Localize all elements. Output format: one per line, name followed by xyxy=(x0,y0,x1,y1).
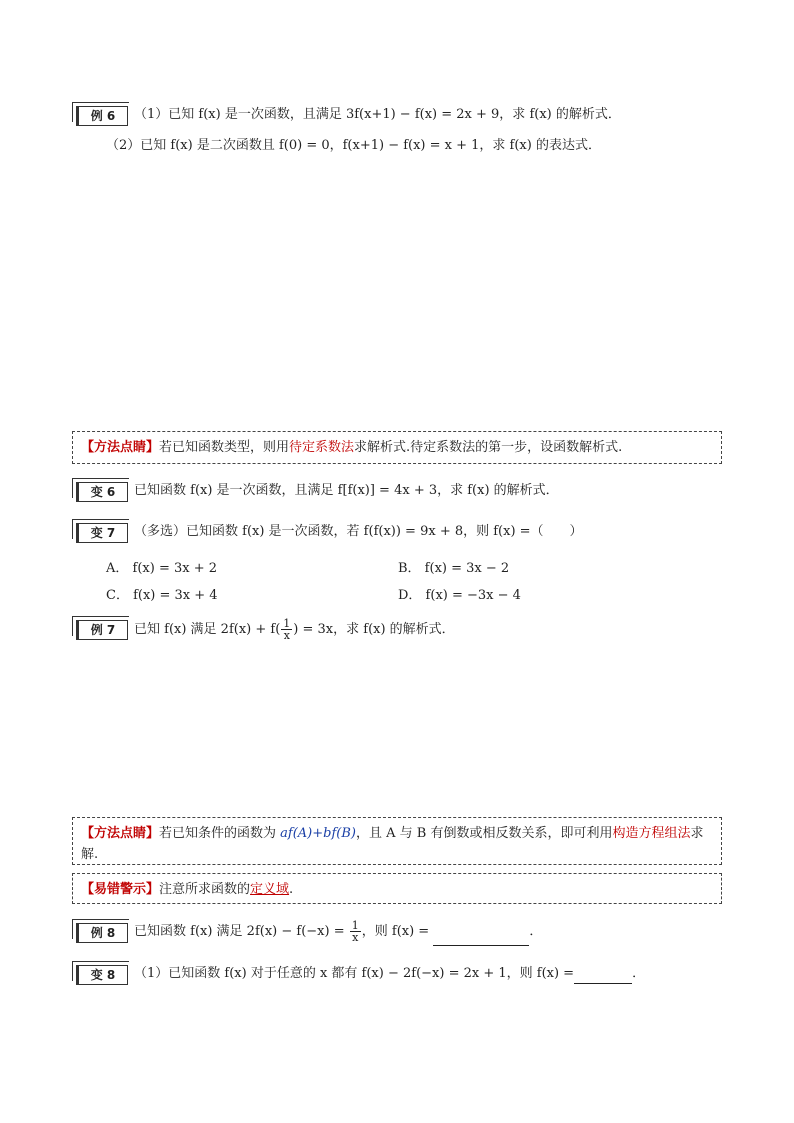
variant-7-tag: 变 7 xyxy=(76,523,128,543)
answer-blank[interactable] xyxy=(433,931,529,946)
example-8-text xyxy=(134,918,542,946)
variant-6-text: 已知函数 f(x) 是一次函数，且满足 f[f(x)] = 4x + 3，求 f(x) 的解析式． xyxy=(134,483,559,498)
warning-text-b: . xyxy=(289,882,294,897)
warning-label: 【易错警示】 xyxy=(81,882,160,897)
answer-blank[interactable] xyxy=(574,969,632,984)
example-7-tag: 例 7 xyxy=(76,620,128,640)
method-tip-text-c: 求解. xyxy=(81,826,704,862)
example-6-tag: 例 6 xyxy=(76,106,128,126)
fraction-numerator: 1 xyxy=(351,919,359,932)
fraction-denominator: x xyxy=(283,629,290,642)
fraction-one-over-x xyxy=(281,618,292,641)
option-b[interactable]: B． f(x) = 3x − 2 xyxy=(398,561,510,576)
method-tip-text-b: ，且 A 与 B 有倒数或相反数关系，即可利用 xyxy=(355,826,613,841)
variant-8-text-b: ． xyxy=(632,966,646,981)
method-tip-label: 【方法点睛】 xyxy=(81,826,160,841)
method-tip-highlight: 待定系数法 xyxy=(289,440,355,455)
example-8-text-b: ，则 f(x) = xyxy=(361,924,430,939)
example-7-text-a: 已知 f(x) 满足 2f(x) + f( xyxy=(134,622,281,637)
method-tip-box-2 xyxy=(72,817,722,865)
example-6-part1: （1）已知 f(x) 是一次函数，且满足 3f(x+1) − f(x) = 2x + 9，求 f(x) 的解析式． xyxy=(134,107,621,122)
method-tip-label: 【方法点睛】 xyxy=(81,440,160,455)
example-7-text xyxy=(134,616,455,644)
method-tip-text-b: 求解析式.待定系数法的第一步，设函数解析式. xyxy=(354,440,623,455)
option-a[interactable]: A． f(x) = 3x + 2 xyxy=(106,561,217,576)
fraction-numerator: 1 xyxy=(283,617,291,630)
fraction-denominator: x xyxy=(352,931,359,944)
example-8-tag: 例 8 xyxy=(76,923,128,943)
method-tip-box-1 xyxy=(72,431,722,464)
method-tip-formula: af(A)+bf(B) xyxy=(280,826,356,841)
example-7-text-b: ) = 3x，求 f(x) 的解析式． xyxy=(293,622,455,637)
example-6-part2: （2）已知 f(x) 是二次函数且 f(0) = 0，f(x+1) − f(x) = x + 1，求 f(x) 的表达式． xyxy=(106,138,601,153)
option-d[interactable]: D． f(x) = −3x − 4 xyxy=(398,588,521,603)
variant-8-text xyxy=(134,964,645,984)
variant-8-text-a: （1）已知函数 f(x) 对于任意的 x 都有 f(x) − 2f(−x) = 2x + 1，则 f(x) = xyxy=(134,966,575,981)
method-tip-text-a: 若已知函数类型，则用 xyxy=(159,440,290,455)
method-tip-text-a: 若已知条件的函数为 xyxy=(159,826,281,841)
warning-box xyxy=(72,873,722,904)
variant-8-tag: 变 8 xyxy=(76,965,128,985)
example-8-text-c: ． xyxy=(529,924,543,939)
method-tip-highlight: 构造方程组法 xyxy=(612,826,691,841)
fraction-one-over-x xyxy=(350,920,361,943)
option-c[interactable]: C． f(x) = 3x + 4 xyxy=(106,588,218,603)
warning-highlight: 定义域 xyxy=(250,882,290,897)
variant-7-text: （多选）已知函数 f(x) 是一次函数，若 f(f(x)) = 9x + 8，则 f(x) =（ ） xyxy=(134,524,583,539)
warning-text-a: 注意所求函数的 xyxy=(159,882,251,897)
variant-6-tag: 变 6 xyxy=(76,482,128,502)
example-8-text-a: 已知函数 f(x) 满足 2f(x) − f(−x) = xyxy=(134,924,349,939)
